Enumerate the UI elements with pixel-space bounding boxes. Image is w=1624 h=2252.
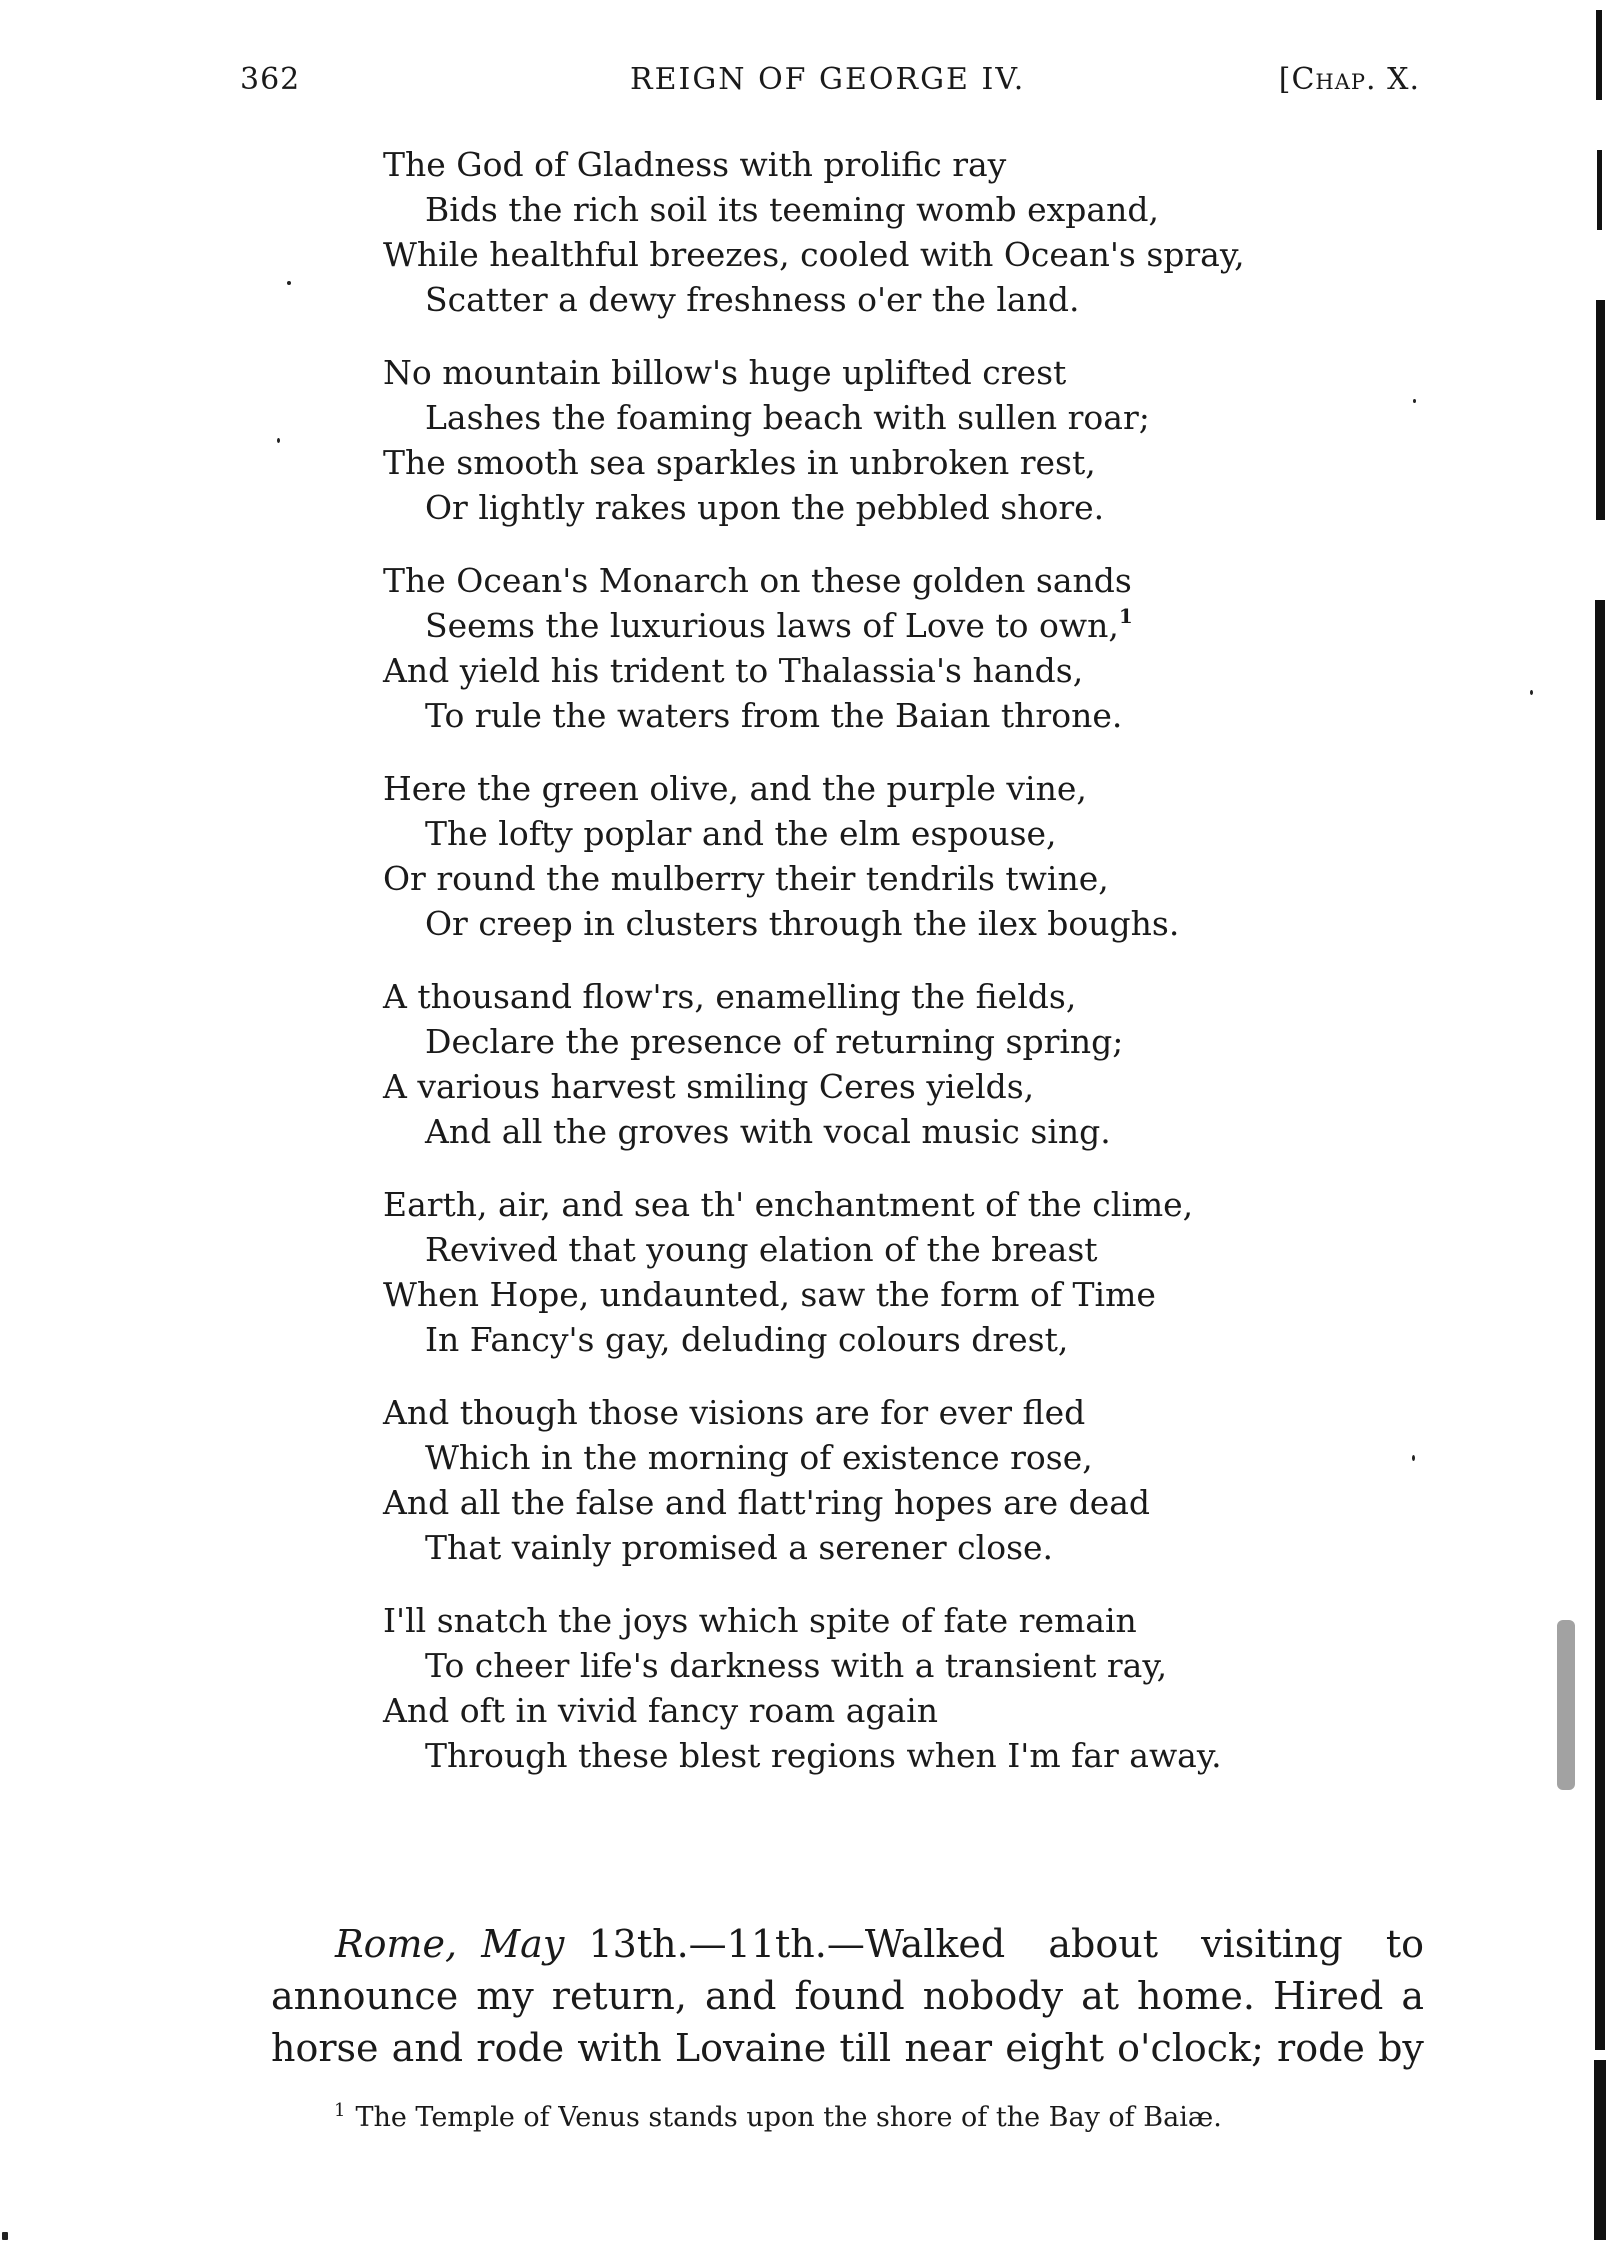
scan-speck: [287, 281, 291, 285]
poem-line: And all the groves with vocal music sing.: [425, 1112, 1111, 1151]
poem-line: The God of Gladness with prolific ray: [383, 145, 1007, 184]
prose-word: nobody: [922, 1974, 1064, 2018]
prose-date: [335, 1918, 1005, 1970]
prose-word: at: [1081, 1974, 1120, 2018]
prose-word: and: [704, 1974, 777, 2018]
scan-speck: [1557, 1620, 1575, 1790]
poem-line: No mountain billow's huge uplifted crest: [383, 353, 1067, 392]
prose-day: 13th.—11th.: [588, 1922, 827, 1966]
running-header: [240, 62, 1420, 106]
poem-line: To cheer life's darkness with a transient ray,: [425, 1646, 1168, 1685]
poem-line: Through these blest regions when I'm far away.: [425, 1736, 1222, 1775]
prose-word: with: [577, 2026, 662, 2070]
poem-line: Revived that young elation of the breast: [425, 1230, 1098, 1269]
poem-line-text: Seems the luxurious laws of Love to own,: [425, 606, 1119, 645]
prose-word: Lovaine: [674, 2026, 827, 2070]
footnote: [334, 2100, 1434, 2133]
stanza: [383, 974, 1423, 1154]
prose-word: return,: [551, 1974, 687, 2018]
edge-mark: [1597, 150, 1602, 230]
prose-line: [271, 2022, 1424, 2074]
poem-line: And though those visions are for ever fled: [383, 1393, 1086, 1432]
poem-line: While healthful breezes, cooled with Ocean's spray,: [383, 235, 1245, 274]
page-edge-shadow: [1594, 0, 1608, 2252]
poem-line: [383, 603, 1423, 648]
scan-speck: [1413, 399, 1416, 403]
prose-word: —Walked: [826, 1922, 1006, 1966]
footnote-text: The Temple of Venus stands upon the shore of the Bay of Baiæ.: [355, 2102, 1222, 2133]
poem-line: And oft in vivid fancy roam again: [383, 1691, 938, 1730]
stanza: [383, 1598, 1423, 1778]
poem-line: Scatter a dewy freshness o'er the land.: [425, 280, 1080, 319]
prose-word: near: [904, 2026, 993, 2070]
poem-line: Bids the rich soil its teeming womb expand,: [425, 190, 1159, 229]
poem-line: Or round the mulberry their tendrils twine,: [383, 859, 1109, 898]
prose-word: horse: [271, 2026, 379, 2070]
stanza: [383, 142, 1423, 322]
prose-word: visiting: [1201, 1922, 1343, 1966]
prose-word: about: [1048, 1922, 1159, 1966]
prose-line: [271, 1918, 1424, 1970]
stanza: [383, 766, 1423, 946]
prose-line: [271, 1970, 1424, 2022]
poem-line: When Hope, undaunted, saw the form of Time: [383, 1275, 1156, 1314]
prose-word: till: [839, 2026, 892, 2070]
poem-line: A thousand flow'rs, enamelling the fields,: [383, 977, 1077, 1016]
poem-line: Lashes the foaming beach with sullen roar;: [425, 398, 1150, 437]
footnote-marker: 1: [334, 2100, 346, 2121]
edge-mark: [1595, 600, 1605, 2050]
footnote-reference: 1: [1118, 604, 1133, 628]
poem-line: Declare the presence of returning spring;: [425, 1022, 1124, 1061]
scan-speck: [1412, 1455, 1415, 1461]
poem-line: And yield his trident to Thalassia's hands,: [383, 651, 1084, 690]
prose-word: by: [1378, 2026, 1424, 2070]
poem-line: Which in the morning of existence rose,: [425, 1438, 1093, 1477]
poem-line: In Fancy's gay, deluding colours drest,: [425, 1320, 1069, 1359]
poem-line: Or creep in clusters through the ilex boughs.: [425, 904, 1180, 943]
page-number: 362: [240, 62, 301, 97]
prose-word: and: [391, 2026, 464, 2070]
edge-mark: [1594, 2060, 1606, 2240]
prose-word: home.: [1137, 1974, 1255, 2018]
chapter-label: [Chap. X.: [1278, 62, 1420, 97]
poem-line: Here the green olive, and the purple vine,: [383, 769, 1087, 808]
prose-word: found: [794, 1974, 905, 2018]
stanza: [383, 1390, 1423, 1570]
prose-word: rode: [1277, 2026, 1365, 2070]
prose-month: May: [481, 1922, 565, 1966]
prose-word: eight: [1005, 2026, 1104, 2070]
poem-line: To rule the waters from the Baian throne.: [425, 696, 1123, 735]
poem-line: The Ocean's Monarch on these golden sands: [383, 561, 1132, 600]
prose-word: a: [1401, 1974, 1424, 2018]
diary-paragraph: [271, 1918, 1424, 2074]
edge-mark: [1596, 10, 1602, 100]
edge-mark: [1596, 300, 1605, 520]
poem: [383, 142, 1423, 1806]
poem-line: That vainly promised a serener close.: [425, 1528, 1054, 1567]
poem-line: And all the false and flatt'ring hopes are dead: [383, 1483, 1151, 1522]
scan-speck: [2, 2232, 8, 2240]
stanza: [383, 558, 1423, 738]
prose-word: to: [1385, 1922, 1424, 1966]
scan-speck: [277, 438, 280, 443]
prose-word: Hired: [1273, 1974, 1384, 2018]
poem-line: The smooth sea sparkles in unbroken rest,: [383, 443, 1096, 482]
prose-word: rode: [476, 2026, 565, 2070]
poem-line: Or lightly rakes upon the pebbled shore.: [425, 488, 1105, 527]
prose-place: Rome,: [335, 1922, 458, 1966]
prose-word: my: [476, 1974, 534, 2018]
scan-speck: [1530, 690, 1533, 695]
prose-word: announce: [271, 1974, 459, 2018]
poem-line: I'll snatch the joys which spite of fate remain: [383, 1601, 1137, 1640]
poem-line: Earth, air, and sea th' enchantment of the clime,: [383, 1185, 1194, 1224]
stanza: [383, 1182, 1423, 1362]
poem-line: The lofty poplar and the elm espouse,: [425, 814, 1057, 853]
prose-word: o'clock;: [1117, 2026, 1264, 2070]
poem-line: A various harvest smiling Ceres yields,: [383, 1067, 1035, 1106]
stanza: [383, 350, 1423, 530]
running-title: REIGN OF GEORGE IV.: [630, 62, 1026, 97]
